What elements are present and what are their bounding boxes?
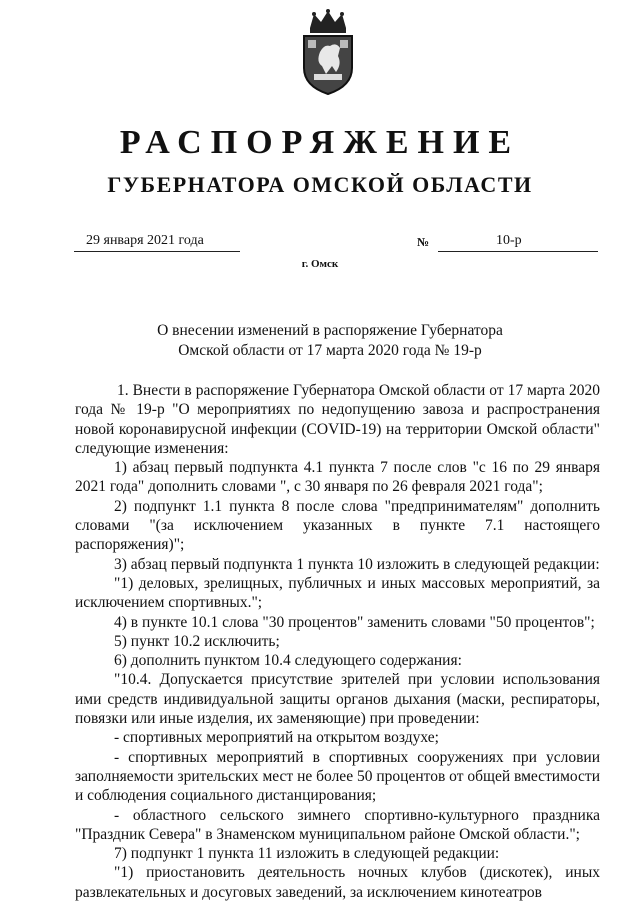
document-title: РАСПОРЯЖЕНИЕ: [119, 124, 521, 161]
paragraph: 1) абзац первый подпункта 4.1 пункта 7 после слов "с 16 по 29 января 2021 года" дополнить словами ", с 30 января по 26 февраля 2021 года";: [75, 459, 600, 496]
document-city: г. Омск: [301, 258, 339, 270]
paragraph: - областного сельского зимнего спортивно-культурного праздника "Праздник Севера" в Знаменском муниципальном районе Омской области.";: [75, 806, 600, 843]
number-sign: №: [417, 235, 430, 249]
paragraph: 6) дополнить пунктом 10.4 следующего содержания:: [114, 652, 462, 670]
paragraph: 3) абзац первый подпункта 1 пункта 10 изложить в следующей редакции:: [114, 555, 600, 573]
document-body: [75, 381, 600, 902]
subject-line-1: О внесении изменений в распоряжение Губернатора: [157, 322, 503, 339]
paragraph: - спортивных мероприятий в спортивных сооружениях при условии заполняемости зрительских мест не более 50 процентов от общей вместимости и соблюдения социального дистанцирования;: [75, 748, 600, 805]
paragraph: 4) в пункте 10.1 слова "30 процентов" заменить словами "50 процентов";: [114, 613, 595, 631]
paragraph: - спортивных мероприятий на открытом воздухе;: [114, 729, 439, 747]
paragraph: 5) пункт 10.2 исключить;: [114, 632, 280, 650]
paragraph: "1) деловых, зрелищных, публичных и иных массовых мероприятий, за исключением спортивных.";: [75, 574, 600, 612]
document-issuer: ГУБЕРНАТОРА ОМСКОЙ ОБЛАСТИ: [107, 172, 533, 197]
subject-line-2: Омской области от 17 марта 2020 года № 19-р: [178, 342, 482, 359]
coat-of-arms-icon: [296, 8, 360, 96]
document-subject: [0, 321, 640, 361]
paragraph: "10.4. Допускается присутствие зрителей при условии использования ими средств индивидуальной защиты органов дыхания (маски, респираторы, повязки или иные изделия, их заменяющие) при проведении:: [75, 671, 600, 728]
document-number: 10-р: [438, 232, 598, 252]
paragraph: 2) подпункт 1.1 пункта 8 после слова "предпринимателям" дополнить словами "(за исключением указанных в пункте 7.1 настоящего распоряжения)";: [75, 497, 600, 554]
document-date: 29 января 2021 года: [74, 232, 240, 252]
paragraph: 7) подпункт 1 пункта 11 изложить в следующей редакции:: [114, 845, 500, 863]
paragraph: 1. Внести в распоряжение Губернатора Омской области от 17 марта 2020 года № 19-р "О мероприятиях по недопущению завоза и распространения новой коронавирусной инфекции (COVID-19) на территории Омской области" следующие изменения:: [75, 382, 600, 457]
paragraph: "1) приостановить деятельность ночных клубов (дискотек), иных развлекательных и досуговых заведений, за исключением кинотеатров: [75, 864, 600, 901]
